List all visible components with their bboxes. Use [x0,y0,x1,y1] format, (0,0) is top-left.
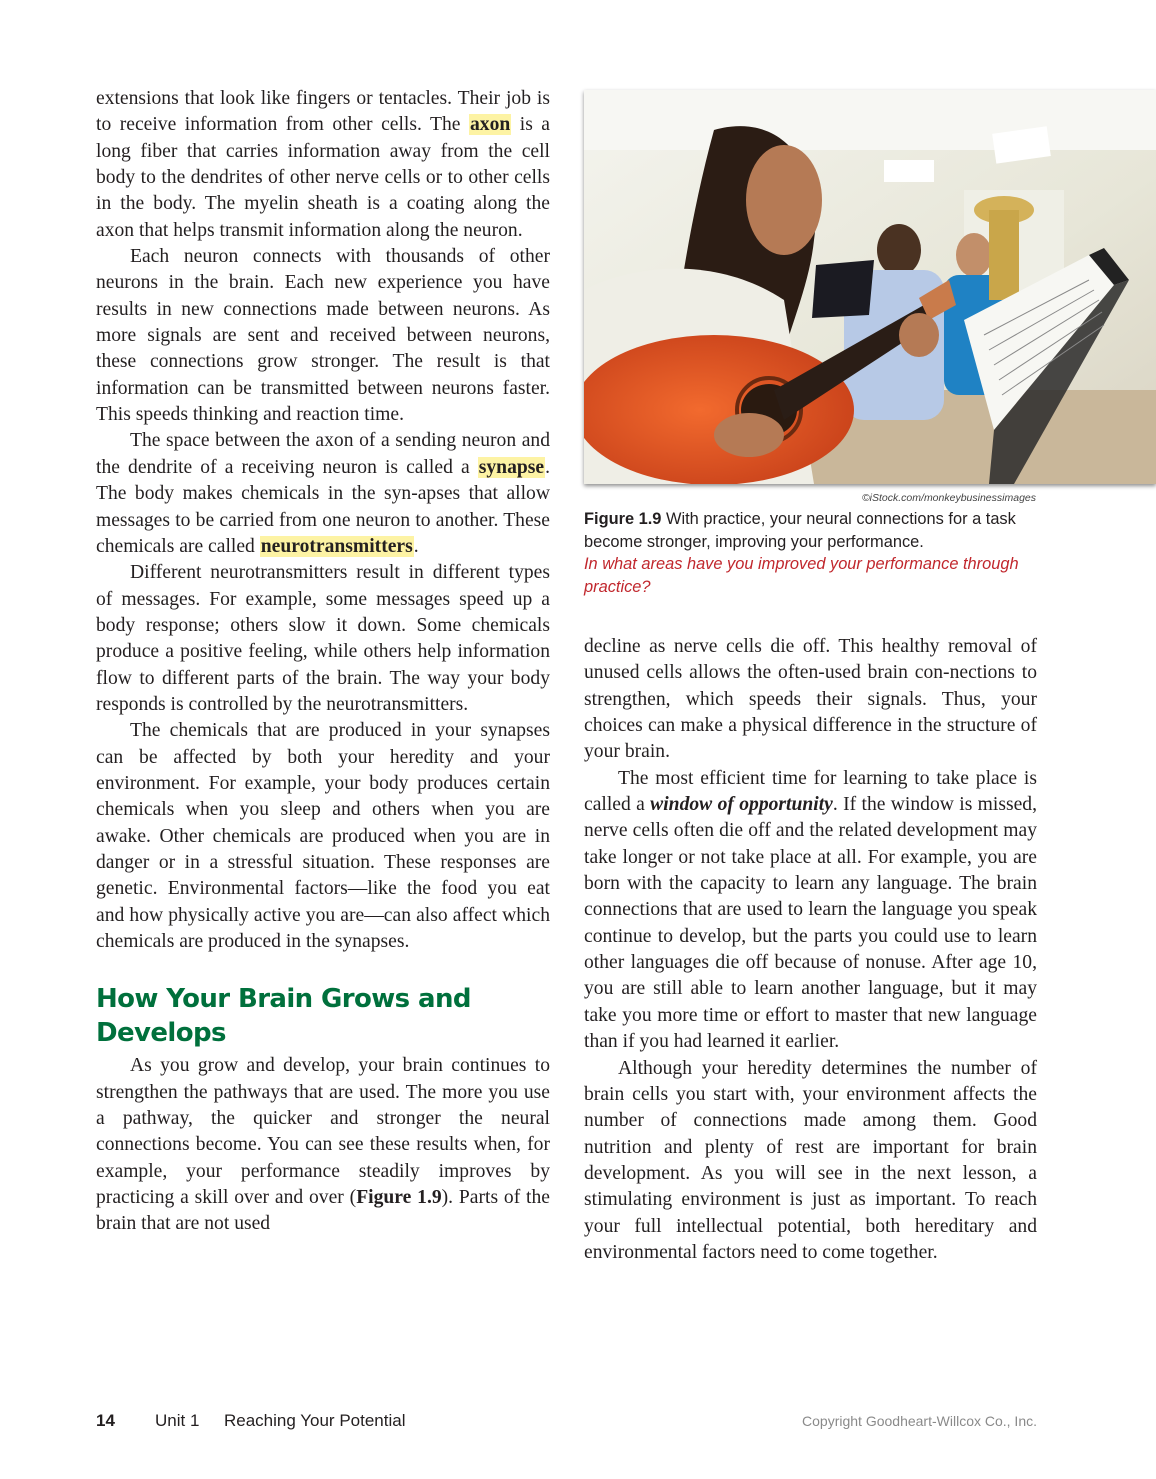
guitar-student-photo [584,90,1156,484]
photo-credit: ©iStock.com/monkeybusinessimages [861,492,1036,504]
right-column [584,634,1037,1266]
page-number: 14 [96,1411,115,1430]
paragraph-axon: extensions that look like fingers or tentacles. Their job is to receive information from other cells. The axon is a long fiber that carries information away from the cell body to the dendrites of other nerve cells or to other cells in the body. The myelin sheath is a coating along the axon that helps transmit information along the neuron. [96,88,551,241]
paragraph-heredity-environment: The chemicals that are produced in your synapses can be affected by both your heredity and your environment. For example, your body produces certain chemicals when you sleep and others when you are awake. Other chemicals are produced when you are in danger or in a stressful situation. These responses are genetic. Environmental factors—like the food you eat and how physically active you are—can also affect which chemicals are produced in the synapses. [96,720,550,952]
left-column [96,86,550,1238]
paragraph-brain-growth: As you grow and develop, your brain continues to strengthen the pathways that are used. The more you use a pathway, the quicker and stronger the neural connections become. You can see these results when, for example, your performance steadily improves by practicing a skill over and over (Figure 1.9). Parts of the brain that are not used [96,1055,550,1235]
section-heading: How Your Brain Grows and Develops [96,984,471,1049]
paragraph-cell-decline: decline as nerve cells die off. This healthy removal of unused cells allows the often-used brain con-nections to strengthen, which speeds their signals. Thus, your choices can make a physical difference in the structure of your brain. [584,636,1037,763]
figure-label: Figure 1.9 [584,510,662,528]
figure-photo [584,90,1156,484]
key-term-window-of-opportunity: window of opportunity [650,794,833,816]
paragraph-heredity-brain-cells: Although your heredity determines the number of brain cells you start with, your environment affects the number of connections made among them. Good nutrition and plenty of rest are important for brain development. As you will see in the next lesson, a stimulating environment is just as important. To reach your full intellectual potential, both hereditary and environmental factors need to come together. [584,1057,1037,1263]
caption-text: With practice, your neural connections for a task become stronger, improving your performance. [584,510,1016,551]
figure-caption [584,508,1039,598]
page-footer [96,1411,1037,1435]
paragraph-neuron-connections: Each neuron connects with thousands of other neurons in the brain. Each new experience you have results in new connections made between neurons. As more signals are sent and received between neurons, these connections grow stronger. The result is that information can be transmitted between neurons faster. This speeds thinking and reaction time. [96,246,550,426]
key-term-neurotransmitters: neurotransmitters [260,535,413,557]
paragraph-neurotransmitter-types: Different neurotransmitters result in different types of messages. For example, some messages speed up a body response; others slow it down. Some chemicals produce a positive feeling, while others help information flow to different parts of the brain. The way your body responds is controlled by the neurotransmitters. [96,562,550,715]
key-term-synapse: synapse [478,456,545,478]
figure-reference: Figure 1.9 [356,1187,442,1209]
key-term-axon: axon [469,114,511,136]
unit-title: Reaching Your Potential [224,1411,406,1430]
copyright-notice: Copyright Goodheart-Willcox Co., Inc. [802,1413,1037,1429]
caption-question: In what areas have you improved your performance through practice? [584,555,1019,596]
unit-label: Unit 1 [155,1411,200,1430]
paragraph-window-of-opportunity: The most efficient time for learning to take place is called a window of opportunity. If the window is missed, nerve cells often die off and the related development may take longer or not take place at all. For example, you are born with the capacity to learn any language. The brain connections that are used to learn the language you speak continue to develop, but the parts you could use to learn other languages die off because of nonuse. After age 10, you are still able to learn another language, but it may take you more time or effort to master that new language than if you had learned it earlier. [584,767,1037,1053]
paragraph-synapse: The space between the axon of a sending neuron and the dendrite of a receiving neuron is called a synapse. The body makes chemicals in the syn-apses that allow messages to be carried from one neuron to another. These chemicals are called neurotransmitters. [96,430,550,557]
